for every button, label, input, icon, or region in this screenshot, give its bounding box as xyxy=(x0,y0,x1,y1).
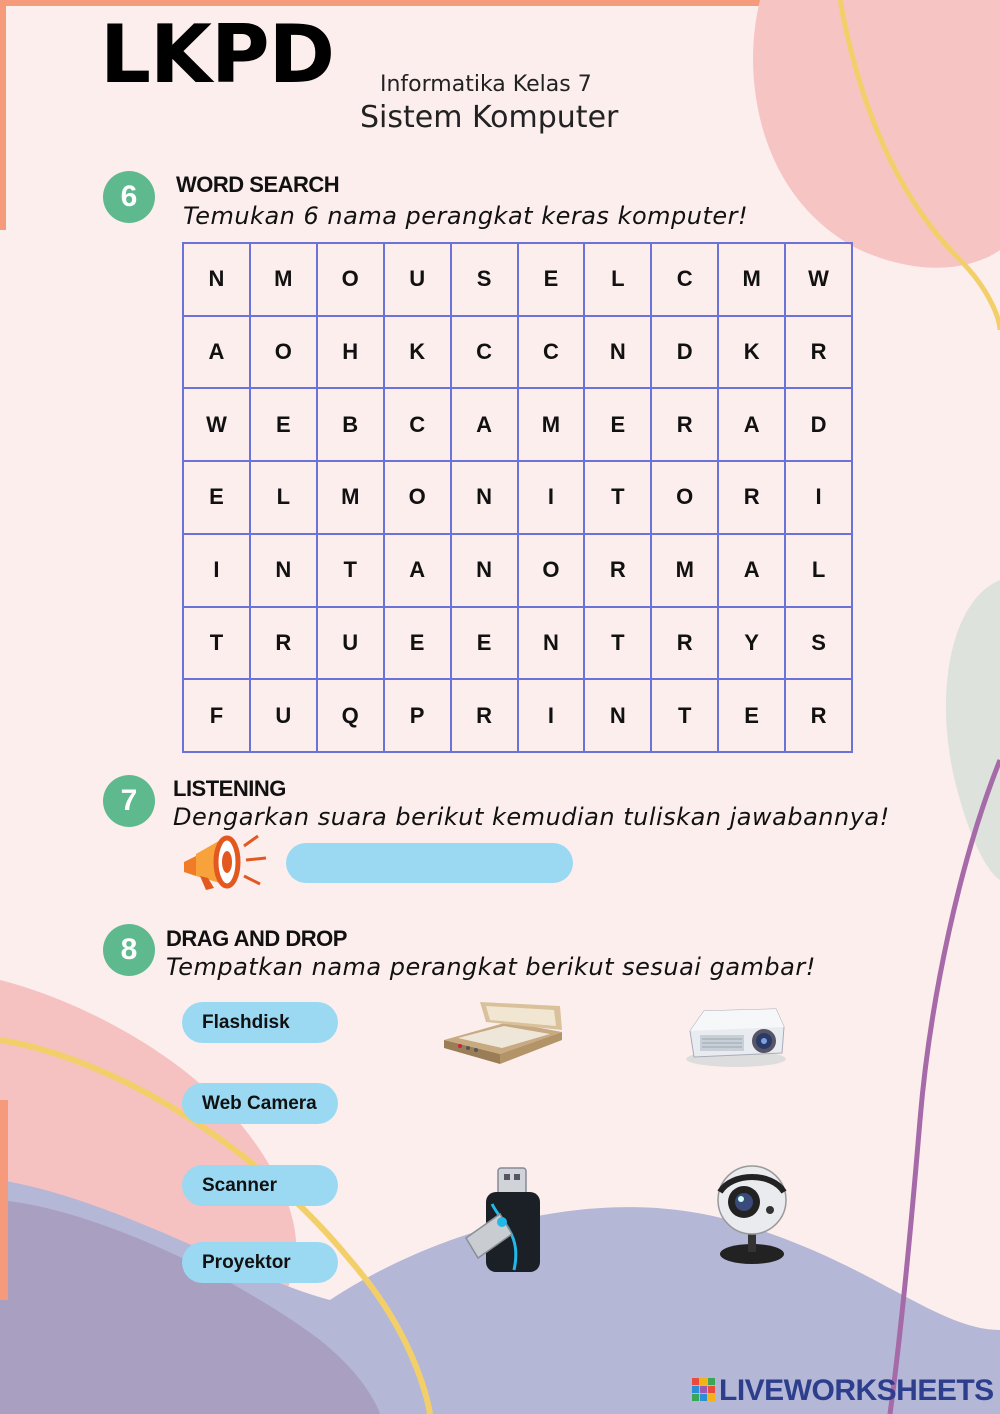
drag-label-proyektor[interactable]: Proyektor xyxy=(182,1242,338,1283)
grid-cell[interactable]: O xyxy=(518,534,585,607)
listening-heading: LISTENING xyxy=(173,776,286,801)
grid-cell[interactable]: N xyxy=(584,679,651,752)
grid-cell[interactable]: I xyxy=(785,461,852,534)
page-title: LKPD xyxy=(100,8,335,101)
grid-cell[interactable]: M xyxy=(518,388,585,461)
section-number-6: 6 xyxy=(103,171,155,223)
topic-label: Sistem Komputer xyxy=(360,100,619,135)
grid-cell[interactable]: O xyxy=(250,316,317,389)
grid-cell[interactable]: E xyxy=(384,607,451,680)
drag-drop-instruction: Tempatkan nama perangkat berikut sesuai gambar! xyxy=(166,953,816,981)
grid-cell[interactable]: W xyxy=(785,243,852,316)
grid-cell[interactable]: C xyxy=(518,316,585,389)
grid-cell[interactable]: W xyxy=(183,388,250,461)
grid-cell[interactable]: D xyxy=(651,316,718,389)
grid-cell[interactable]: A xyxy=(718,534,785,607)
grid-cell[interactable]: E xyxy=(250,388,317,461)
scanner-image xyxy=(440,998,566,1070)
grid-cell[interactable]: U xyxy=(317,607,384,680)
grid-cell[interactable]: E xyxy=(718,679,785,752)
grid-cell[interactable]: A xyxy=(718,388,785,461)
grid-cell[interactable]: K xyxy=(718,316,785,389)
webcam-image xyxy=(712,1162,792,1268)
listening-instruction: Dengarkan suara berikut kemudian tuliskan jawabannya! xyxy=(173,803,890,831)
grid-cell[interactable]: I xyxy=(518,461,585,534)
grid-cell[interactable]: T xyxy=(651,679,718,752)
grid-cell[interactable]: C xyxy=(384,388,451,461)
drag-label-scanner[interactable]: Scanner xyxy=(182,1165,338,1206)
grid-cell[interactable]: N xyxy=(250,534,317,607)
grid-cell[interactable]: C xyxy=(451,316,518,389)
grid-cell[interactable]: L xyxy=(785,534,852,607)
grid-cell[interactable]: E xyxy=(518,243,585,316)
drag-label-flashdisk[interactable]: Flashdisk xyxy=(182,1002,338,1043)
word-search-heading: WORD SEARCH xyxy=(176,172,340,197)
section-number-8: 8 xyxy=(103,924,155,976)
grid-cell[interactable]: D xyxy=(785,388,852,461)
grid-cell[interactable]: R xyxy=(651,388,718,461)
grid-cell[interactable]: H xyxy=(317,316,384,389)
footer-brand: LIVEWORKSHEETS xyxy=(719,1374,994,1407)
grid-cell[interactable]: T xyxy=(584,461,651,534)
grid-cell[interactable]: I xyxy=(183,534,250,607)
flashdisk-image xyxy=(462,1164,542,1276)
grid-cell[interactable]: R xyxy=(718,461,785,534)
grid-cell[interactable]: N xyxy=(584,316,651,389)
grid-cell[interactable]: E xyxy=(451,607,518,680)
grid-cell[interactable]: S xyxy=(785,607,852,680)
grid-cell[interactable]: N xyxy=(451,534,518,607)
grid-cell[interactable]: R xyxy=(651,607,718,680)
grid-cell[interactable]: T xyxy=(183,607,250,680)
grid-cell[interactable]: O xyxy=(384,461,451,534)
liveworksheets-logo-icon xyxy=(692,1378,716,1402)
grid-cell[interactable]: A xyxy=(384,534,451,607)
grid-cell[interactable]: O xyxy=(317,243,384,316)
grid-cell[interactable]: B xyxy=(317,388,384,461)
grid-cell[interactable]: L xyxy=(584,243,651,316)
grid-cell[interactable]: M xyxy=(651,534,718,607)
grid-cell[interactable]: S xyxy=(451,243,518,316)
grid-cell[interactable]: K xyxy=(384,316,451,389)
word-search-instruction: Temukan 6 nama perangkat keras komputer! xyxy=(183,202,749,230)
grid-cell[interactable]: R xyxy=(250,607,317,680)
grid-cell[interactable]: O xyxy=(651,461,718,534)
grid-cell[interactable]: U xyxy=(250,679,317,752)
drag-label-web-camera[interactable]: Web Camera xyxy=(182,1083,338,1124)
grid-cell[interactable]: C xyxy=(651,243,718,316)
grid-cell[interactable]: Q xyxy=(317,679,384,752)
grid-cell[interactable]: R xyxy=(785,316,852,389)
grid-cell[interactable]: R xyxy=(785,679,852,752)
megaphone-icon[interactable] xyxy=(176,832,274,894)
section-number-7: 7 xyxy=(103,775,155,827)
grid-cell[interactable]: M xyxy=(718,243,785,316)
grid-cell[interactable]: A xyxy=(451,388,518,461)
grid-cell[interactable]: A xyxy=(183,316,250,389)
projector-image xyxy=(684,1001,788,1069)
word-search-grid[interactable] xyxy=(182,242,853,753)
grid-cell[interactable]: Y xyxy=(718,607,785,680)
grid-cell[interactable]: I xyxy=(518,679,585,752)
grid-cell[interactable]: E xyxy=(584,388,651,461)
grid-cell[interactable]: U xyxy=(384,243,451,316)
grid-cell[interactable]: T xyxy=(317,534,384,607)
grid-cell[interactable]: R xyxy=(451,679,518,752)
subject-label: Informatika Kelas 7 xyxy=(380,72,592,97)
grid-cell[interactable]: F xyxy=(183,679,250,752)
grid-cell[interactable]: N xyxy=(451,461,518,534)
grid-cell[interactable]: N xyxy=(518,607,585,680)
grid-cell[interactable]: E xyxy=(183,461,250,534)
grid-cell[interactable]: M xyxy=(317,461,384,534)
grid-cell[interactable]: M xyxy=(250,243,317,316)
grid-cell[interactable]: L xyxy=(250,461,317,534)
listening-answer-input[interactable] xyxy=(286,843,573,883)
grid-cell[interactable]: R xyxy=(584,534,651,607)
grid-cell[interactable]: N xyxy=(183,243,250,316)
drag-drop-heading: DRAG AND DROP xyxy=(166,926,347,951)
grid-cell[interactable]: T xyxy=(584,607,651,680)
grid-cell[interactable]: P xyxy=(384,679,451,752)
